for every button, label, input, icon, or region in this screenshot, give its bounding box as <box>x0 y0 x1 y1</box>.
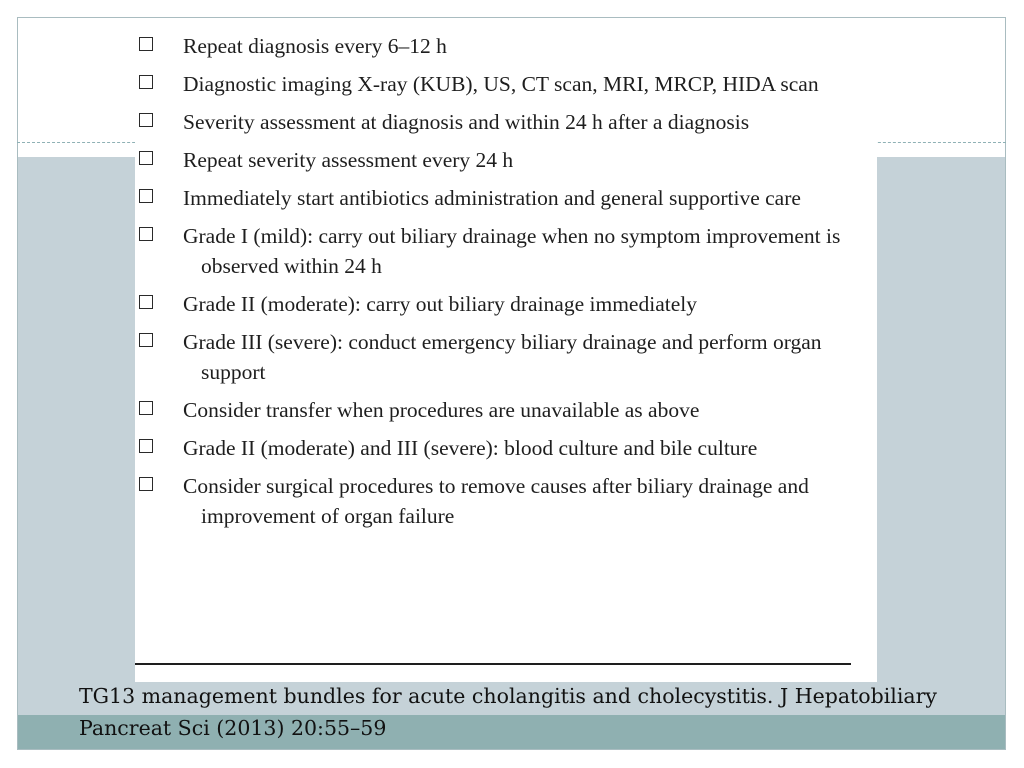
table-bottom-rule <box>135 663 851 665</box>
checkbox-icon <box>139 439 153 453</box>
checklist-item-text: Consider surgical procedures to remove causes after biliary drainage and improvement of organ failure <box>183 474 809 528</box>
checklist-item <box>135 433 877 463</box>
bundle-checklist-panel <box>135 18 877 682</box>
checklist-item-text: Grade II (moderate): carry out biliary drainage immediately <box>183 292 697 316</box>
checkbox-icon <box>139 37 153 51</box>
checklist-item-text: Repeat diagnosis every 6–12 h <box>183 34 447 58</box>
checkbox-icon <box>139 189 153 203</box>
checklist-item-text: Grade III (severe): conduct emergency biliary drainage and perform organ support <box>183 330 822 384</box>
checklist-item <box>135 31 877 61</box>
checklist-item-text: Diagnostic imaging X-ray (KUB), US, CT scan, MRI, MRCP, HIDA scan <box>183 72 819 96</box>
checklist-item <box>135 471 877 531</box>
checklist-item <box>135 107 877 137</box>
checklist-item <box>135 183 877 213</box>
checkbox-icon <box>139 151 153 165</box>
checklist-item <box>135 395 877 425</box>
checklist-item <box>135 221 877 281</box>
checkbox-icon <box>139 75 153 89</box>
checklist-item-text: Grade II (moderate) and III (severe): blood culture and bile culture <box>183 436 758 460</box>
source-caption: TG13 management bundles for acute cholangitis and cholecystitis. J Hepatobiliary Pancreat Sci (2013) 20:55–59 <box>79 684 938 740</box>
checklist-item <box>135 289 877 319</box>
bundle-checklist <box>135 31 877 539</box>
checklist-item-text: Consider transfer when procedures are unavailable as above <box>183 398 700 422</box>
checklist-item-text: Severity assessment at diagnosis and within 24 h after a diagnosis <box>183 110 750 134</box>
checklist-item <box>135 327 877 387</box>
checkbox-icon <box>139 295 153 309</box>
checkbox-icon <box>139 113 153 127</box>
checklist-item-text: Repeat severity assessment every 24 h <box>183 148 514 172</box>
checklist-item-text: Immediately start antibiotics administration and general supportive care <box>183 186 801 210</box>
checklist-item <box>135 145 877 175</box>
checklist-item-text: Grade I (mild): carry out biliary drainage when no symptom improvement is observed within 24 h <box>183 224 841 278</box>
checklist-item <box>135 69 877 99</box>
checkbox-icon <box>139 333 153 347</box>
checkbox-icon <box>139 227 153 241</box>
checkbox-icon <box>139 401 153 415</box>
checkbox-icon <box>139 477 153 491</box>
